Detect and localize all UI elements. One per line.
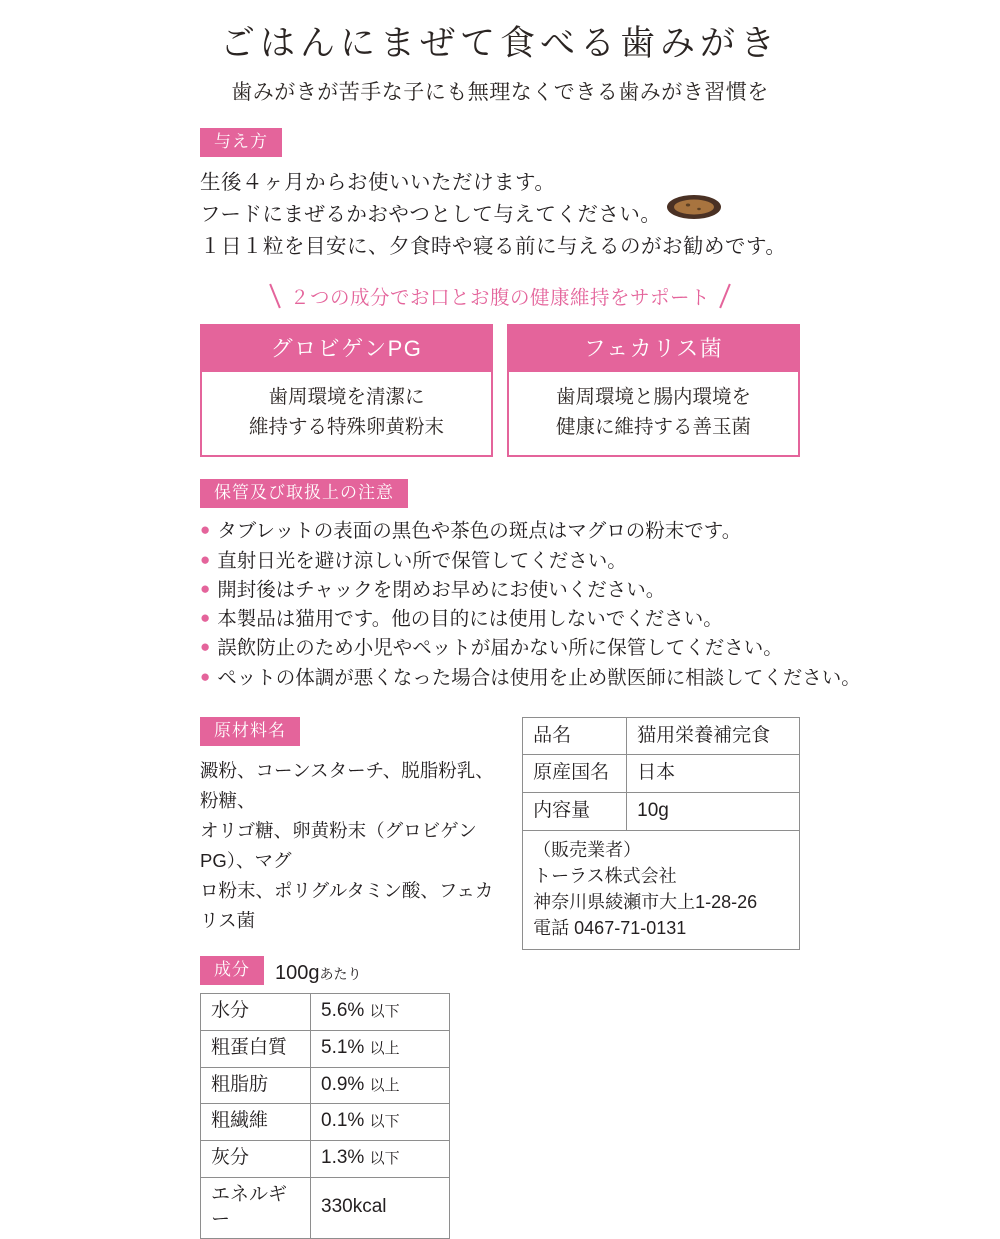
bullet-dot-icon: ● <box>200 520 211 540</box>
seller-phone: 電話 0467-71-0131 <box>533 918 687 939</box>
note-text: 直射日光を避け涼しい所で保管してください。 <box>217 549 627 572</box>
feeding-line-1: 生後４ヶ月からお使いいただけます。 <box>200 171 556 195</box>
table-row <box>201 1067 450 1104</box>
ingredient-card-faecalis <box>507 324 800 457</box>
bullet-dot-icon: ● <box>200 666 211 686</box>
note-text: 開封後はチャックを閉めお早めにお使いください。 <box>217 578 666 601</box>
composition-key: 灰分 <box>201 1141 311 1178</box>
catch-copy <box>200 282 800 310</box>
ingredient-card-line-1: 歯周環境と腸内環境を <box>555 386 751 409</box>
table-row <box>201 1141 450 1178</box>
ingredient-card-line-1: 歯周環境を清潔に <box>268 386 425 409</box>
feeding-section <box>200 128 800 263</box>
ingredient-card-title: フェカリス菌 <box>507 324 800 372</box>
composition-section-tag: 成分 <box>200 956 264 985</box>
slash-right-icon <box>719 284 731 309</box>
composition-table <box>200 993 450 1239</box>
composition-heading-row <box>200 956 504 985</box>
materials-section-tag: 原材料名 <box>200 717 300 746</box>
materials-line-2: オリゴ糖、卵黄粉末（グロビゲンPG）、マグ <box>200 820 477 872</box>
bullet-dot-icon: ● <box>200 608 211 628</box>
feeding-section-tag: 与え方 <box>200 128 282 157</box>
bullet-dot-icon: ● <box>200 578 211 598</box>
table-row <box>201 1031 450 1068</box>
table-row <box>523 755 800 793</box>
composition-value: 5.1% 以上 <box>311 1031 450 1068</box>
ingredient-card-line-2: 健康に維持する善玉菌 <box>555 415 751 438</box>
ingredient-card-line-2: 維持する特殊卵黄粉末 <box>248 415 444 438</box>
list-item <box>200 547 800 576</box>
composition-key: 粗繊維 <box>201 1104 311 1141</box>
product-info-key: 原産国名 <box>523 755 627 793</box>
notes-section <box>200 479 861 693</box>
seller-address: 神奈川県綾瀬市大上1-28-26 <box>533 891 758 912</box>
product-info-value: 10g <box>627 793 800 831</box>
note-text: ペットの体調が悪くなった場合は使用を止め獣医師に相談してください。 <box>217 666 861 689</box>
note-text: タブレットの表面の黒色や茶色の斑点はマグロの粉末です。 <box>217 520 742 543</box>
composition-value: 1.3% 以下 <box>311 1141 450 1178</box>
feeding-line-2: フードにまぜるかおやつとして与えてください。 <box>200 202 662 226</box>
catch-copy-text: ２つの成分でお口とお腹の健康維持をサポート <box>289 287 710 310</box>
table-row <box>201 1104 450 1141</box>
ingredient-card-title: グロビゲンPG <box>200 324 493 372</box>
ingredient-card-globigen <box>200 324 493 457</box>
list-item <box>200 634 800 663</box>
composition-basis: 100gあたり <box>275 962 362 985</box>
notes-section-tag: 保管及び取扱上の注意 <box>200 479 408 508</box>
right-column <box>522 717 800 1239</box>
composition-value: 5.6% 以下 <box>311 994 450 1031</box>
composition-key: 粗脂肪 <box>201 1067 311 1104</box>
product-info-key: 内容量 <box>523 793 627 831</box>
note-text: 誤飲防止のため小児やペットが届かない所に保管してください。 <box>217 637 783 660</box>
page-title: ごはんにまぜて食べる歯みがき <box>219 24 780 63</box>
ingredient-card-body <box>200 372 493 457</box>
list-item <box>200 664 861 693</box>
materials-text <box>200 756 504 936</box>
note-text: 本製品は猫用です。他の目的には使用しないでください。 <box>217 608 723 631</box>
feeding-instructions <box>200 167 800 262</box>
composition-key: 水分 <box>201 994 311 1031</box>
page-subtitle: 歯みがきが苦手な子にも無理なくできる歯みがき習慣を <box>231 80 769 104</box>
notes-list <box>200 517 861 693</box>
list-item <box>200 576 800 605</box>
list-item <box>200 605 800 634</box>
ingredient-cards <box>200 324 800 457</box>
table-row <box>523 793 800 831</box>
lower-area <box>200 717 800 1239</box>
slash-left-icon <box>269 284 281 309</box>
table-row <box>523 717 800 755</box>
header <box>0 0 1000 106</box>
seller-label: （販売業者） <box>533 839 642 860</box>
seller-info <box>522 831 800 950</box>
table-row <box>201 994 450 1031</box>
product-info-value: 猫用栄養補完食 <box>627 717 800 755</box>
composition-value: 330kcal <box>311 1177 450 1238</box>
content-area <box>0 128 1000 1239</box>
product-info-value: 日本 <box>627 755 800 793</box>
seller-company: トーラス株式会社 <box>533 865 677 886</box>
feeding-line-3: １日１粒を目安に、夕食時や寝る前に与えるのがお勧めです。 <box>200 234 787 258</box>
bullet-dot-icon: ● <box>200 549 211 569</box>
tablet-icon <box>666 194 722 220</box>
list-item <box>200 517 800 546</box>
materials-line-1: 澱粉、コーンスターチ、脱脂粉乳、粉糖、 <box>200 760 494 812</box>
ingredient-card-body <box>507 372 800 457</box>
composition-key: 粗蛋白質 <box>201 1031 311 1068</box>
bullet-dot-icon: ● <box>200 637 211 657</box>
product-info-key: 品名 <box>523 717 627 755</box>
composition-value: 0.9% 以上 <box>311 1067 450 1104</box>
composition-key: エネルギー <box>201 1177 311 1238</box>
materials-line-3: ロ粉末、ポリグルタミン酸、フェカリス菌 <box>200 880 494 932</box>
left-column <box>200 717 504 1239</box>
composition-value: 0.1% 以下 <box>311 1104 450 1141</box>
table-row <box>201 1177 450 1238</box>
product-info-table <box>522 717 800 831</box>
